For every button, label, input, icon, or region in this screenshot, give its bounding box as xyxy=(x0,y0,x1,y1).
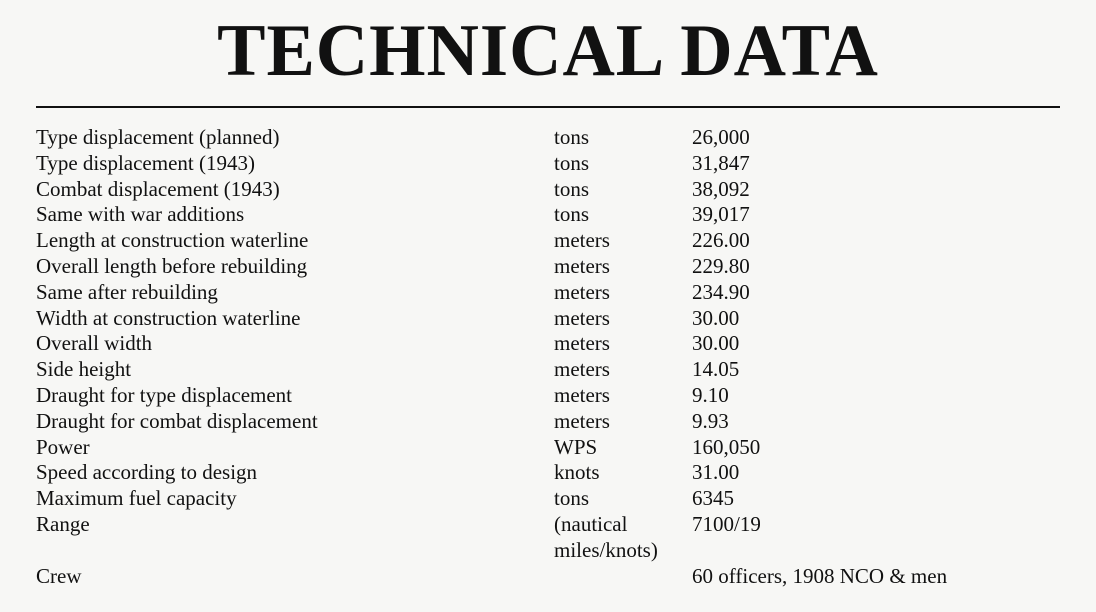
row-label: Same after rebuilding xyxy=(36,279,218,304)
row-label: Maximum fuel capacity xyxy=(36,486,237,511)
table-row xyxy=(36,254,1052,280)
row-unit: meters xyxy=(554,357,610,382)
row-value: 30.00 xyxy=(692,305,740,330)
row-unit: meters xyxy=(554,253,610,278)
table-row xyxy=(36,306,1052,332)
row-value: 6345 xyxy=(692,486,734,511)
row-unit xyxy=(554,512,692,564)
row-label: Same with war additions xyxy=(36,202,245,227)
table-row xyxy=(36,202,1052,228)
row-value: 14.05 xyxy=(692,357,740,382)
row-value: 234.90 xyxy=(692,279,750,304)
row-value: 226.00 xyxy=(692,228,750,253)
row-unit: knots xyxy=(554,460,600,485)
row-value: 39,017 xyxy=(692,202,750,227)
row-unit: tons xyxy=(554,176,590,201)
row-label: Type displacement (planned) xyxy=(36,125,280,149)
row-unit: meters xyxy=(554,408,610,433)
row-value: 7100/19 xyxy=(692,511,761,536)
row-label: Width at construction waterline xyxy=(36,305,301,330)
row-unit: WPS xyxy=(554,434,598,459)
row-unit: meters xyxy=(554,279,610,304)
title-divider xyxy=(36,106,1060,108)
row-label: Speed according to design xyxy=(36,460,258,485)
table-row xyxy=(36,177,1052,203)
row-label: Draught for combat displacement xyxy=(36,408,318,433)
table-row xyxy=(36,383,1052,409)
row-label: Side height xyxy=(36,357,132,382)
row-label: Length at construction waterline xyxy=(36,228,309,253)
row-label: Type displacement (1943) xyxy=(36,150,255,175)
row-value: 26,000 xyxy=(692,125,750,149)
technical-data-table xyxy=(36,125,1052,589)
row-unit xyxy=(554,564,692,590)
row-label: Draught for type displacement xyxy=(36,382,292,407)
page-title: TECHNICAL DATA xyxy=(217,10,879,92)
table-row xyxy=(36,512,1052,564)
row-unit: tons xyxy=(554,125,590,149)
row-value: 60 officers, 1908 NCO & men xyxy=(692,563,948,588)
row-label: Combat displacement (1943) xyxy=(36,176,280,201)
table-row xyxy=(36,409,1052,435)
row-value: 31,847 xyxy=(692,150,750,175)
row-value: 9.10 xyxy=(692,382,729,407)
row-unit: meters xyxy=(554,228,610,253)
row-value: 31.00 xyxy=(692,460,740,485)
row-label: Range xyxy=(36,511,90,536)
row-value: 30.00 xyxy=(692,331,740,356)
table-row xyxy=(36,435,1052,461)
row-label: Overall width xyxy=(36,331,153,356)
row-value: 38,092 xyxy=(692,176,750,201)
row-label: Power xyxy=(36,434,90,459)
table-row xyxy=(36,486,1052,512)
table-row xyxy=(36,331,1052,357)
table-row xyxy=(36,151,1052,177)
table-row xyxy=(36,564,1052,590)
table-row xyxy=(36,460,1052,486)
table-row xyxy=(36,280,1052,306)
row-label: Crew xyxy=(36,563,82,588)
row-value: 9.93 xyxy=(692,408,729,433)
row-unit: tons xyxy=(554,486,590,511)
table-row xyxy=(36,125,1052,151)
row-unit-line: (nautical xyxy=(554,511,628,536)
row-value: 229.80 xyxy=(692,253,750,278)
row-unit: meters xyxy=(554,331,610,356)
row-value: 160,050 xyxy=(692,434,761,459)
table-row xyxy=(36,357,1052,383)
row-unit-line: miles/knots) xyxy=(554,537,658,562)
row-label: Overall length before rebuilding xyxy=(36,253,308,278)
row-unit: tons xyxy=(554,202,590,227)
row-unit: tons xyxy=(554,150,590,175)
row-unit: meters xyxy=(554,382,610,407)
table-row xyxy=(36,228,1052,254)
row-unit: meters xyxy=(554,305,610,330)
